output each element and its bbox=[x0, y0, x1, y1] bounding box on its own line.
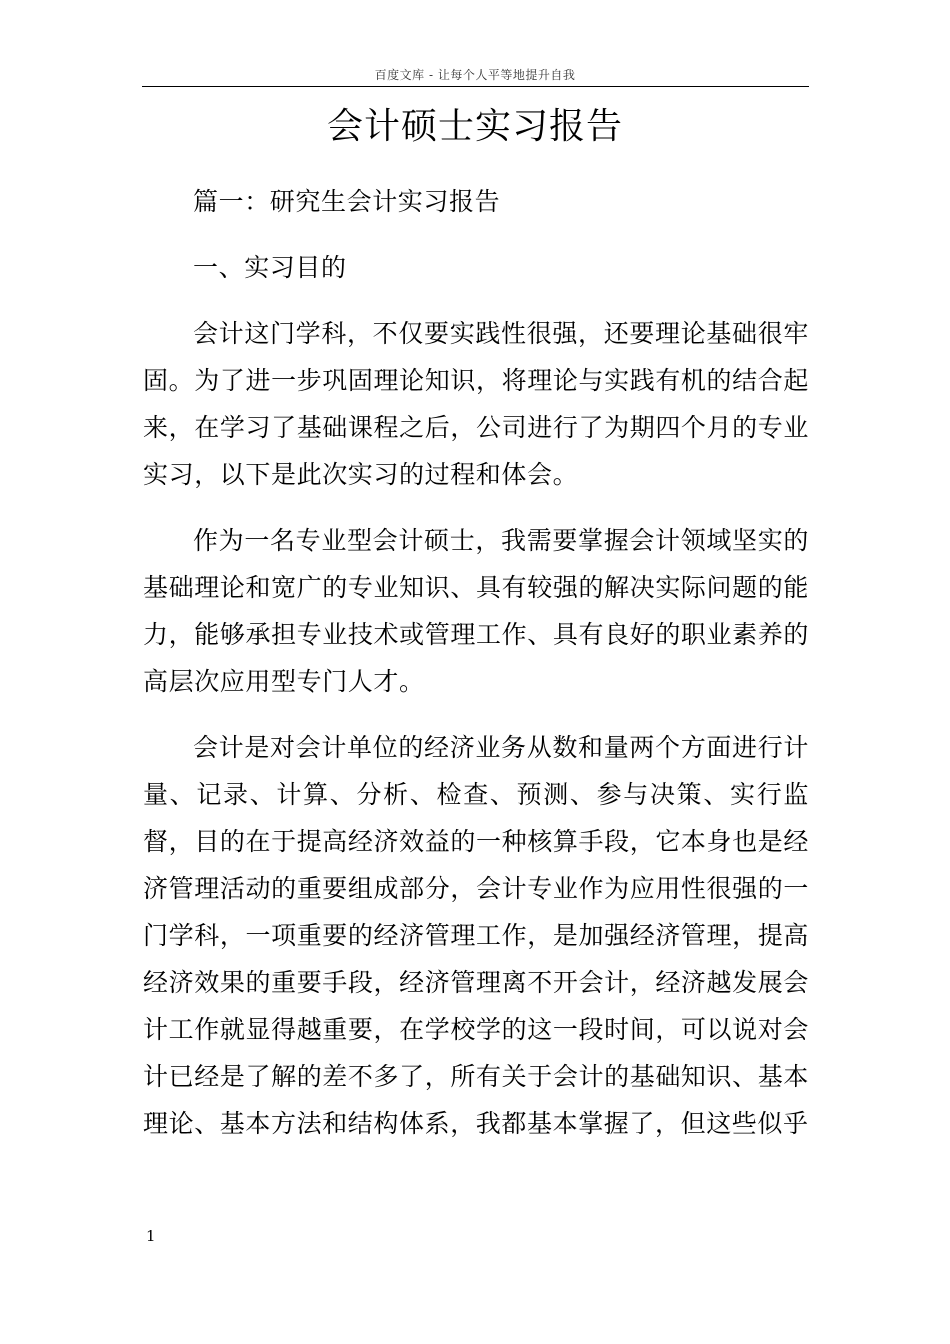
header-divider bbox=[142, 86, 809, 87]
page-header: 百度文库 - 让每个人平等地提升自我 bbox=[374, 68, 576, 82]
document-body bbox=[143, 178, 809, 1166]
body-paragraph: 会计这门学科，不仅要实践性很强，还要理论基础很牢固。为了进一步巩固理论知识，将理论与实践有机的结合起来，在学习了基础课程之后，公司进行了为期四个月的专业实习，以下是此次实习的过程和体会。 bbox=[143, 319, 809, 489]
page-number: 1 bbox=[146, 1227, 156, 1245]
subsection-heading: 一、实习目的 bbox=[193, 253, 347, 282]
document-title: 会计硕士实习报告 bbox=[326, 106, 623, 147]
body-paragraph: 会计是对会计单位的经济业务从数和量两个方面进行计量、记录、计算、分析、检查、预测、参与决策、实行监督，目的在于提高经济效益的一种核算手段，它本身也是经济管理活动的重要组成部分，会计专业作为应用性很强的一门学科，一项重要的经济管理工作，是加强经济管理，提高经济效果的重要手段，经济管理离不开会计，经济越发展会计工作就显得越重要，在学校学的这一段时间，可以说对会计已经是了解的差不多了，所有关于会计的基础知识、基本理论、基本方法和结构体系，我都基本掌握了，但这些似乎 bbox=[143, 733, 809, 1138]
body-paragraph: 作为一名专业型会计硕士，我需要掌握会计领域坚实的基础理论和宽广的专业知识、具有较强的解决实际问题的能力，能够承担专业技术或管理工作、具有良好的职业素养的高层次应用型专门人才。 bbox=[143, 526, 809, 696]
section-heading: 篇一：研究生会计实习报告 bbox=[193, 187, 501, 216]
